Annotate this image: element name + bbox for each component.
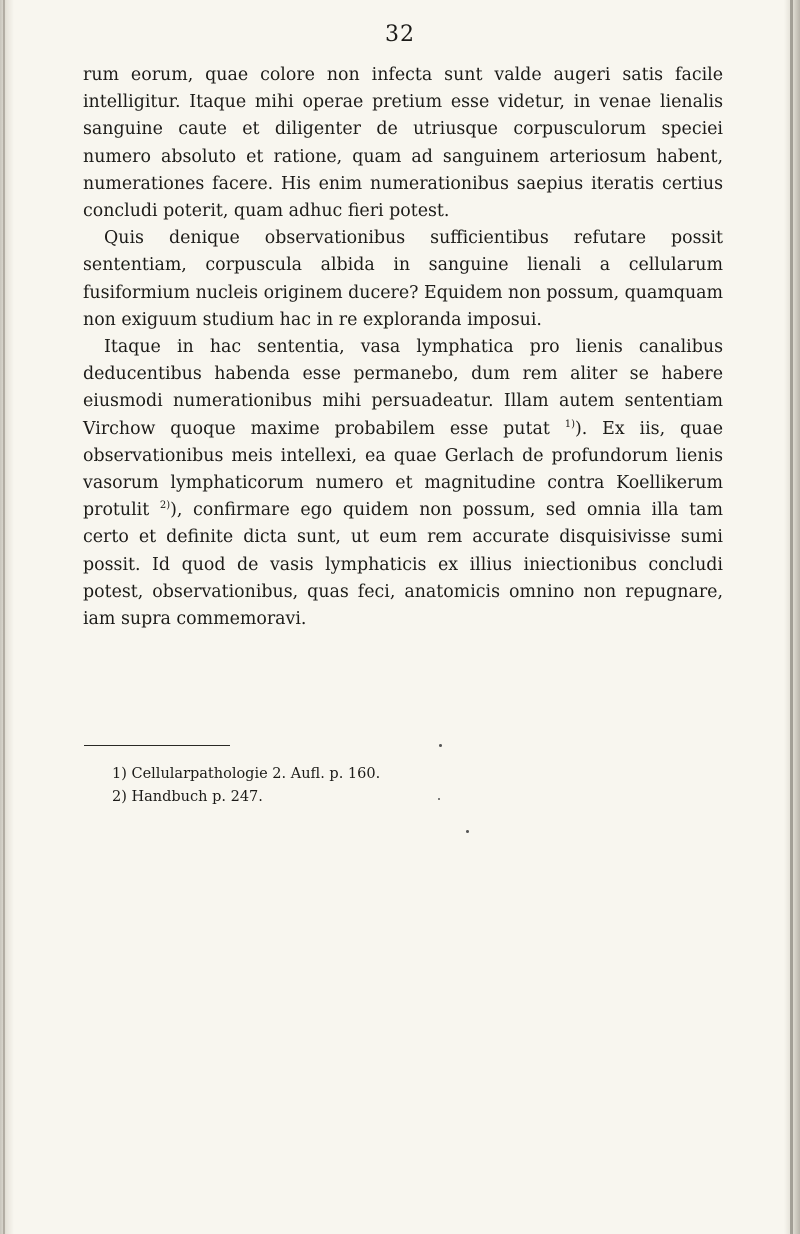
footnotes (112, 763, 380, 809)
ink-speck (466, 830, 469, 833)
page-number: 32 (385, 22, 415, 47)
footnote-2: 2) Handbuch p. 247. (112, 789, 263, 805)
scan-edge-right-line (790, 0, 793, 1234)
paragraph-1: rum eorum, quae colore non infecta sunt valde augeri satis facile intelligitur. Itaque mihi operae pretium esse videtur, in venae lienalis sanguine caute et diligenter de utriusque corpusculorum speciei numero absoluto et ratione, quam ad sanguinem arteriosum habent, numerationes facere. His enim numerationibus saepius iteratis certius concludi poterit, quam adhuc fieri potest. (83, 65, 723, 222)
paragraph-2: Quis denique observationibus sufficientibus refutare possit sententiam, corpuscula albida in sanguine lienali a cellularum fusiformium nucleis originem ducere? Equidem non possum, quamquam non exiguum studium hac in re exploranda imposui. (83, 228, 724, 330)
paragraph-3-part-1: Itaque in hac sententia, vasa lymphatica pro lienis canalibus deducentibus habenda esse permanebo, dum rem aliter se habere eiusmodi numerationibus mihi persuadeatur. Illam autem sententiam Virchow quoque maxime probabilem esse putat (83, 337, 723, 439)
ink-speck (439, 744, 442, 747)
footnote-ref-1: 1) (564, 418, 575, 430)
paragraph-3-part-2: . Ex iis, quae observationibus meis intellexi, ea quae Gerlach de profundorum lienis vasorum lymphaticorum numero et magnitudine contra Koellikerum protulit (83, 418, 724, 521)
paragraph-3: Itaque in hac sententia, vasa lymphatica pro lienis canalibus deducentibus habenda esse permanebo, dum rem aliter se habere eiusmodi numerationibus mihi persuadeatur. Illam autem sententiam Virchow quoque maxime probabilem esse putat $^{1)}$). Ex iis, quae observationibus meis intellexi, ea quae Gerlach de profundorum lienis vasorum lymphaticorum numero et magnitudine contra Koellikerum protulit $^{2)}$), confirmare ego quidem non possum, sed omnia illa tam certo et definite dicta sunt, ut eum rem accurate disquisivisse sumi possit. Id quod de vasis lymphaticis ex illius iniectionibus concludi potest, observationibus, quas feci, anatomicis omnino non repugnare, iam supra commemoravi. (83, 337, 724, 630)
footnote-divider (84, 745, 230, 746)
body-text (83, 62, 723, 633)
scan-edge-left-line (3, 0, 5, 1234)
footnote-1: 1) Cellularpathologie 2. Aufl. p. 160. (112, 766, 381, 782)
footnote-ref-2: 2) (159, 500, 171, 512)
paragraph-3-part-3: , confirmare ego quidem non possum, sed omnia illa tam certo et definite dicta sunt, ut eum rem accurate disquisivisse sumi possit. Id quod de vasis lymphaticis ex illius iniectionibus concludi potest, observationibus, quas feci, anatomicis omnino non repugnare, iam supra commemoravi. (83, 500, 724, 630)
ink-speck (438, 798, 440, 800)
